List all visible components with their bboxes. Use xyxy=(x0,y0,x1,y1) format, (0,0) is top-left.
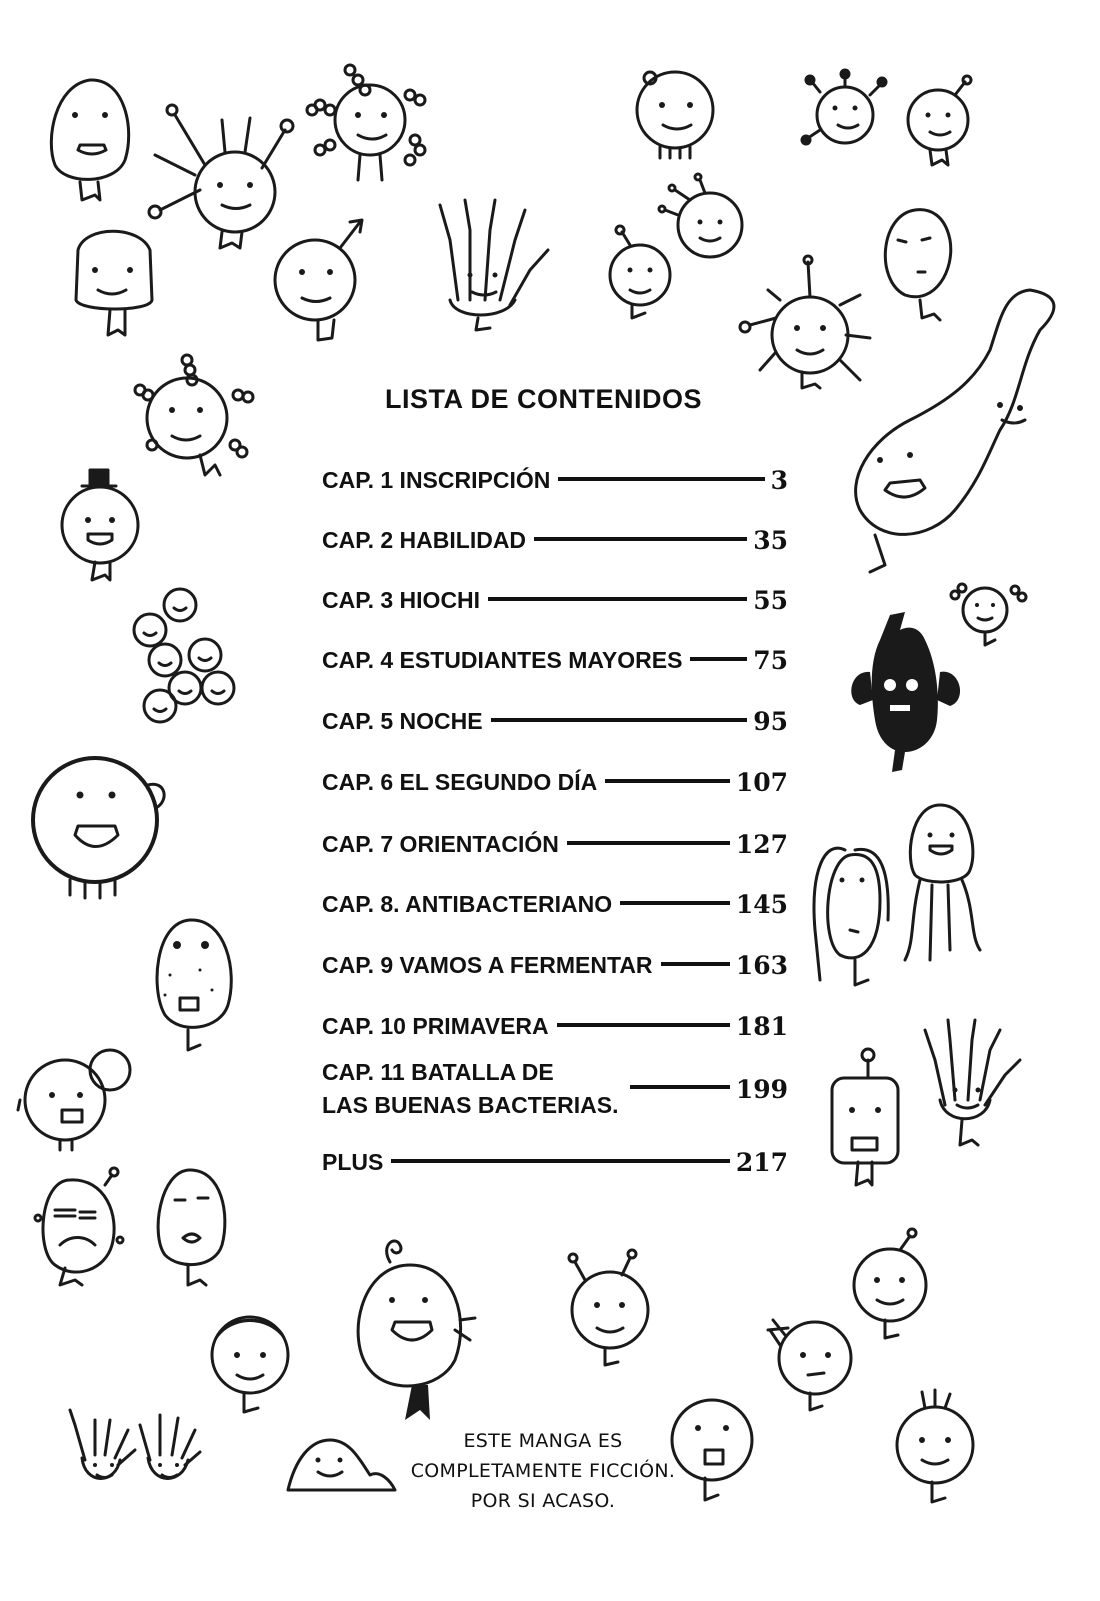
toc-entry xyxy=(322,830,788,859)
toc-chapter-label-line2: LAS BUENAS BACTERIAS. xyxy=(322,1092,619,1118)
microbe-doodle xyxy=(569,1250,648,1365)
toc-chapter-label: CAP. 3 HIOCHI xyxy=(322,587,481,613)
microbe-doodle xyxy=(288,1440,395,1490)
hand-doodle xyxy=(140,1415,200,1479)
hand-doodle xyxy=(70,1410,135,1479)
microbe-doodle xyxy=(832,1049,898,1185)
microbe-doodle xyxy=(149,105,293,248)
microbe-doodle xyxy=(768,1320,851,1410)
toc-chapter-label: PLUS xyxy=(322,1149,384,1175)
toc-entry xyxy=(322,586,788,615)
microbe-doodle xyxy=(856,290,1054,572)
toc-leader-line xyxy=(391,1159,729,1163)
toc-page-number: 199 xyxy=(735,1074,788,1104)
toc-entry xyxy=(322,890,788,919)
toc-leader-line xyxy=(557,1023,730,1027)
toc-page-number: 75 xyxy=(753,646,788,675)
toc-leader-line xyxy=(690,657,747,661)
microbe-doodle xyxy=(135,355,253,475)
microbe-doodle xyxy=(33,758,164,898)
page-title: LISTA DE CONTENIDOS xyxy=(385,384,703,414)
microbe-doodle xyxy=(35,1168,123,1285)
microbe-doodle xyxy=(908,76,971,165)
toc-entry xyxy=(322,1012,788,1041)
toc-chapter-label: CAP. 6 EL SEGUNDO DÍA xyxy=(322,769,598,795)
toc-chapter-label: CAP. 10 PRIMAVERA xyxy=(322,1013,549,1039)
toc-entry xyxy=(322,1148,788,1177)
microbe-doodle xyxy=(76,231,152,335)
toc-chapter-label: CAP. 9 VAMOS A FERMENTAR xyxy=(322,952,653,978)
toc-entry xyxy=(322,768,788,797)
toc-leader-line xyxy=(661,962,730,966)
toc-leader-line xyxy=(488,597,747,601)
microbe-doodle xyxy=(885,210,950,320)
microbe-doodle xyxy=(610,226,670,318)
toc-entry xyxy=(322,951,788,980)
hand-doodle xyxy=(440,200,548,330)
toc-entry xyxy=(322,466,788,495)
microbe-doodle xyxy=(51,80,128,200)
toc-chapter-label: CAP. 5 NOCHE xyxy=(322,708,483,734)
disclaimer-line: COMPLETAMENTE FICCIÓN. xyxy=(410,1460,676,1482)
toc-chapter-label: CAP. 8. ANTIBACTERIANO xyxy=(322,891,613,917)
microbe-cluster-doodle xyxy=(134,589,234,722)
toc-page-number: 55 xyxy=(753,586,788,615)
toc-chapter-label: CAP. 2 HABILIDAD xyxy=(322,527,527,553)
microbe-doodle xyxy=(157,920,231,1050)
microbe-doodle xyxy=(740,256,870,388)
jellyfish-doodle xyxy=(905,805,980,960)
toc-leader-line xyxy=(605,779,730,783)
microbe-doodle xyxy=(897,1390,973,1502)
toc-page-number: 163 xyxy=(735,951,788,980)
toc-chapter-label: CAP. 4 ESTUDIANTES MAYORES xyxy=(322,647,683,673)
microbe-doodle xyxy=(158,1170,225,1285)
microbe-doodle xyxy=(851,612,960,772)
toc-leader-line xyxy=(620,901,730,905)
microbe-doodle xyxy=(307,65,425,180)
toc-chapter-label: CAP. 1 INSCRIPCIÓN xyxy=(322,467,551,493)
microbe-doodle xyxy=(672,1400,752,1500)
toc-entry xyxy=(322,646,788,675)
toc-entry xyxy=(322,707,788,736)
toc-page-number: 95 xyxy=(753,707,788,736)
toc-page-number: 127 xyxy=(735,830,788,859)
microbe-doodle xyxy=(951,584,1026,645)
microbe-doodle xyxy=(802,70,886,144)
toc-page-number: 35 xyxy=(753,526,788,555)
toc-chapter-label: CAP. 7 ORIENTACIÓN xyxy=(322,831,559,857)
toc-page-number: 3 xyxy=(770,466,788,495)
microbe-doodle xyxy=(212,1317,288,1412)
toc-page-number: 217 xyxy=(735,1148,788,1177)
disclaimer-line: POR SI ACASO. xyxy=(470,1490,616,1512)
microbe-doodle xyxy=(62,470,138,580)
toc-leader-line xyxy=(630,1085,730,1089)
toc-entry xyxy=(322,1056,788,1122)
toc-entry xyxy=(322,526,788,555)
hand-doodle xyxy=(925,1020,1020,1145)
toc-chapter-label-line1: CAP. 11 BATALLA DE xyxy=(322,1059,554,1085)
microbe-doodle xyxy=(275,220,362,340)
toc-page-number: 145 xyxy=(735,890,788,919)
disclaimer-line: ESTE MANGA ES xyxy=(463,1430,623,1452)
microbe-doodle xyxy=(814,848,888,985)
microbe-doodle xyxy=(854,1229,926,1338)
toc-leader-line xyxy=(558,477,764,481)
toc-leader-line xyxy=(534,537,747,541)
microbe-doodle xyxy=(659,174,742,257)
microbe-doodle xyxy=(18,1050,130,1150)
microbe-doodle xyxy=(358,1241,475,1420)
toc-chapter-label xyxy=(322,1056,622,1122)
fiction-disclaimer xyxy=(408,1426,678,1516)
microbe-doodle xyxy=(637,72,713,158)
toc-page-number: 181 xyxy=(735,1012,788,1041)
toc-leader-line xyxy=(567,841,730,845)
toc-page-number: 107 xyxy=(735,768,788,797)
toc-leader-line xyxy=(491,718,748,722)
